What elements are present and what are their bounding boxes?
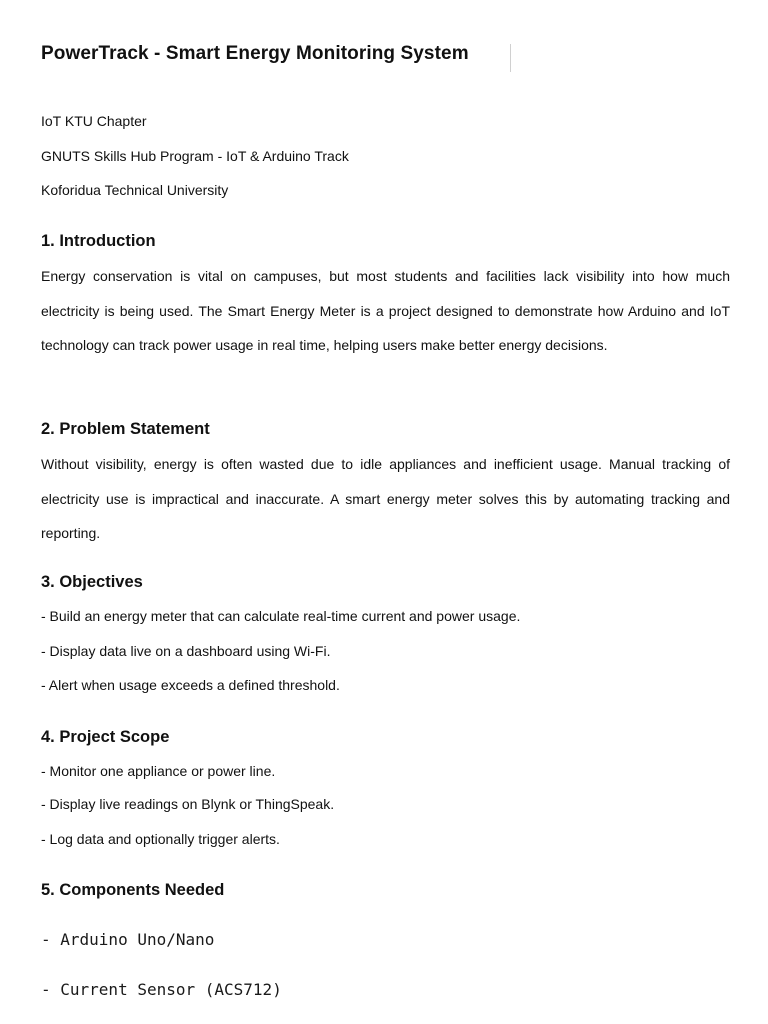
program-name: GNUTS Skills Hub Program - IoT & Arduino Track (41, 148, 349, 164)
chapter-name: IoT KTU Chapter (41, 113, 147, 129)
university-name: Koforidua Technical University (41, 182, 229, 198)
document-title: PowerTrack - Smart Energy Monitoring System (41, 43, 469, 64)
objective-item: - Build an energy meter that can calculate real-time current and power usage. (41, 608, 521, 624)
component-item: - Current Sensor (ACS712) (41, 980, 282, 999)
section-heading-introduction: 1. Introduction (41, 232, 156, 250)
section-body-introduction: Energy conservation is vital on campuses, but most students and facilities lack visibility into how much electricity is being used. The Smart Energy Meter is a project designed to demonstrate how Arduino and IoT technology can track power usage in real time, helping users make better energy decisions. (41, 268, 730, 353)
component-item: - Arduino Uno/Nano (41, 930, 215, 949)
objective-item: - Alert when usage exceeds a defined threshold. (41, 677, 340, 693)
text-cursor-mark (510, 44, 511, 72)
scope-item: - Monitor one appliance or power line. (41, 763, 276, 779)
section-heading-components: 5. Components Needed (41, 881, 225, 899)
objective-item: - Display data live on a dashboard using Wi-Fi. (41, 643, 331, 659)
section-heading-problem: 2. Problem Statement (41, 420, 210, 438)
section-heading-objectives: 3. Objectives (41, 573, 143, 591)
scope-item: - Display live readings on Blynk or ThingSpeak. (41, 796, 335, 812)
section-body-problem: Without visibility, energy is often wasted due to idle appliances and inefficient usage. Manual tracking of electricity use is impractical and inaccurate. A smart energy meter solves this by automating tracking and reporting. (41, 456, 730, 541)
section-heading-scope: 4. Project Scope (41, 728, 170, 746)
scope-item: - Log data and optionally trigger alerts. (41, 831, 280, 847)
